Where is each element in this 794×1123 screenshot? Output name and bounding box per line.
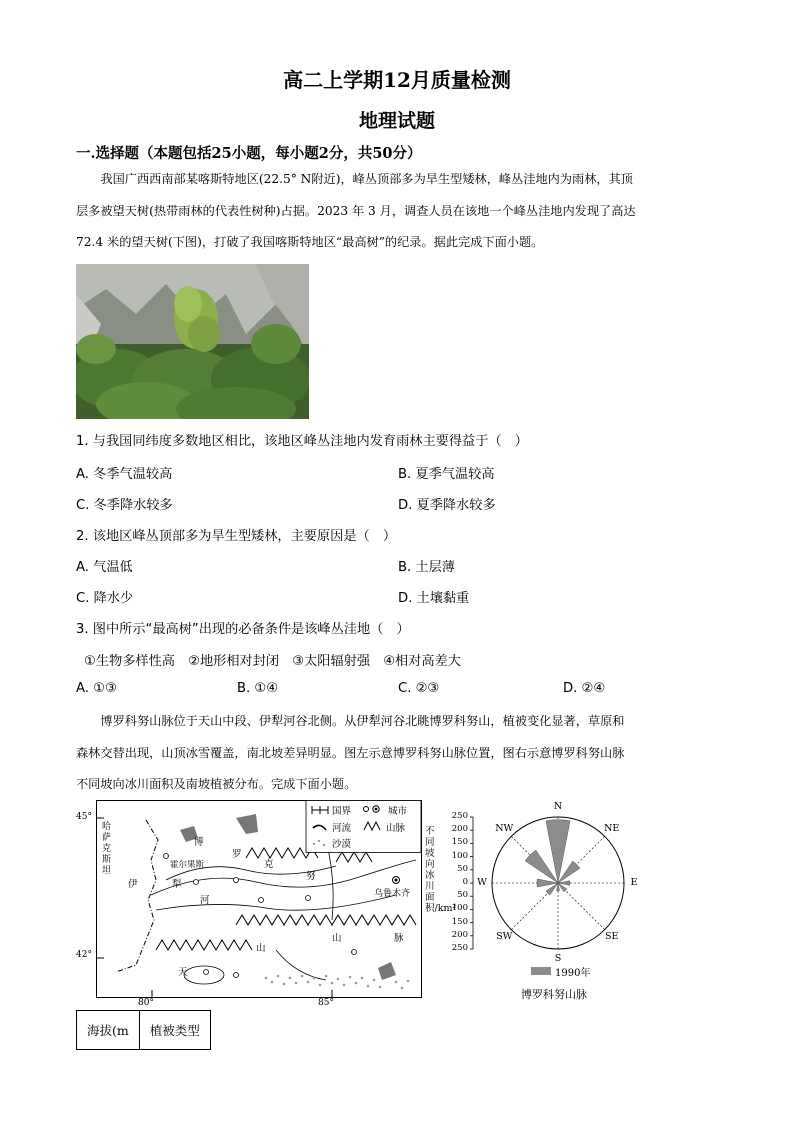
lon-label-left: 80° [138,998,154,1008]
passage-1-line: 层多被望天树(热带雨林的代表性树种)占据。2023 年 3 月，调查人员在该地一个峰丛洼地内发现了高达 [76,203,636,218]
question-3-stem: 3. 图中所示“最高树”出现的必备条件是该峰丛洼地（ ） [76,622,410,637]
rose-tick-label: 200 [451,824,468,835]
option-c[interactable]: C. 冬季降水较多 [76,498,173,513]
option-a[interactable]: A. 气温低 [76,560,133,575]
rose-tick-label: 150 [451,837,468,848]
lat-label-bottom: 42° [76,950,92,960]
lat-label-top: 45° [76,812,92,822]
label-yi: 伊 [128,879,138,890]
section-heading: 一.选择题（本题包括25小题，每小题2分，共50分） [76,145,422,162]
label-nu: 努 [306,871,316,882]
option-a[interactable]: A. 冬季气温较高 [76,467,173,482]
location-map [96,800,422,998]
label-kazakhstan: 哈萨克斯坦 [102,822,112,876]
label-shan-2: 山 [332,933,342,944]
option-b[interactable]: B. 土层薄 [398,560,455,575]
option-d[interactable]: D. ②④ [563,681,606,696]
table-header-altitude: 海拔(m [77,1011,140,1050]
exam-subtitle: 地理试题 [358,110,435,132]
rose-tick-label: 100 [451,903,468,914]
glacier-area-chart [425,800,673,1010]
rose-dir-n: N [553,801,563,812]
option-b[interactable]: B. ①④ [237,681,279,696]
label-urumqi: 乌鲁木齐 [374,889,411,899]
legend-border: 国界 [332,806,352,817]
option-a[interactable]: A. ①③ [76,681,117,696]
option-d[interactable]: D. 夏季降水较多 [398,498,496,513]
rose-ylabel: 不同坡向冰川面积/km² [425,826,457,914]
passage-2-line: 森林交替出现，山顶冰雪覆盖，南北坡差异明显。图左示意博罗科努山脉位置，图右示意博罗科努山脉 [76,745,625,760]
passage-1-line: 72.4 米的望天树(下图)，打破了我国喀斯特地区“最高树”的纪录。据此完成下面小题。 [76,235,544,249]
chart-caption: 博罗科努山脉 [521,988,587,1001]
label-shan: 山 [256,943,266,954]
exam-title: 高二上学期12月质量检测 [283,68,511,92]
passage-1 [76,164,716,259]
option-b[interactable]: B. 夏季气温较高 [398,467,495,482]
rose-tick-label: 250 [451,943,468,953]
question-1-stem: 1. 与我国同纬度多数地区相比，该地区峰丛洼地内发育雨林主要得益于（ ） [76,434,528,449]
table-row [77,1011,211,1050]
vegetation-table [76,1010,211,1050]
rose-dir-e: E [630,877,638,888]
rose-tick-label: 50 [457,890,468,901]
question-3-items: ①生物多样性高 ②地形相对封闭 ③太阳辐射强 ④相对高差大 [84,654,461,669]
rose-dir-se: SE [605,930,619,942]
rose-tick-label: 100 [451,850,468,861]
rose-tick-label: 200 [451,929,468,940]
label-luo: 罗 [232,849,242,860]
rose-dir-nw: NW [495,823,514,835]
label-bo: 博 [194,837,204,848]
rose-tick-label: 250 [451,811,468,821]
rose-dir-s: S [554,953,562,964]
passage-2-line: 不同坡向冰川面积及南坡植被分布。完成下面小题。 [76,777,357,791]
rose-dir-sw: SW [496,930,513,942]
legend-desert: 沙漠 [332,839,352,850]
passage-2 [76,706,716,801]
option-c[interactable]: C. ②③ [398,681,440,696]
label-he: 河 [200,895,210,906]
rose-dir-ne: NE [604,823,620,835]
legend-mountain: 山脉 [386,823,406,834]
rose-tick-label: 150 [451,916,468,927]
label-mai: 脉 [394,933,404,944]
table-header-vegetation: 植被类型 [139,1011,210,1050]
label-tian: 天 [178,967,188,978]
lon-label-right: 85° [318,998,334,1008]
rose-tick-label: 0 [462,877,468,887]
legend-city: 城市 [388,806,408,817]
label-ke: 克 [264,859,274,870]
legend-swatch [531,967,551,975]
tree-photo [76,264,309,419]
question-2-stem: 2. 该地区峰丛顶部多为旱生型矮林，主要原因是（ ） [76,529,397,544]
rose-bars [525,820,580,895]
rose-tick-label: 50 [457,863,468,874]
option-d[interactable]: D. 土壤黏重 [398,591,470,606]
legend-river: 河流 [332,823,352,834]
label-huoerguosi: 霍尔果斯 [170,860,205,870]
passage-2-line: 博罗科努山脉位于天山中段、伊犁河谷北侧。从伊犁河谷北眺博罗科努山，植被变化显著，草原和 [100,714,625,728]
rose-dir-w: W [477,877,487,888]
passage-1-line: 我国广西西南部某喀斯特地区(22.5° N附近)，峰丛顶部多为旱生型矮林，峰丛洼地内为雨林，其顶 [100,172,633,186]
label-li: 犁 [172,879,182,890]
legend-label: 1990年 [555,968,591,979]
option-c[interactable]: C. 降水少 [76,591,134,606]
